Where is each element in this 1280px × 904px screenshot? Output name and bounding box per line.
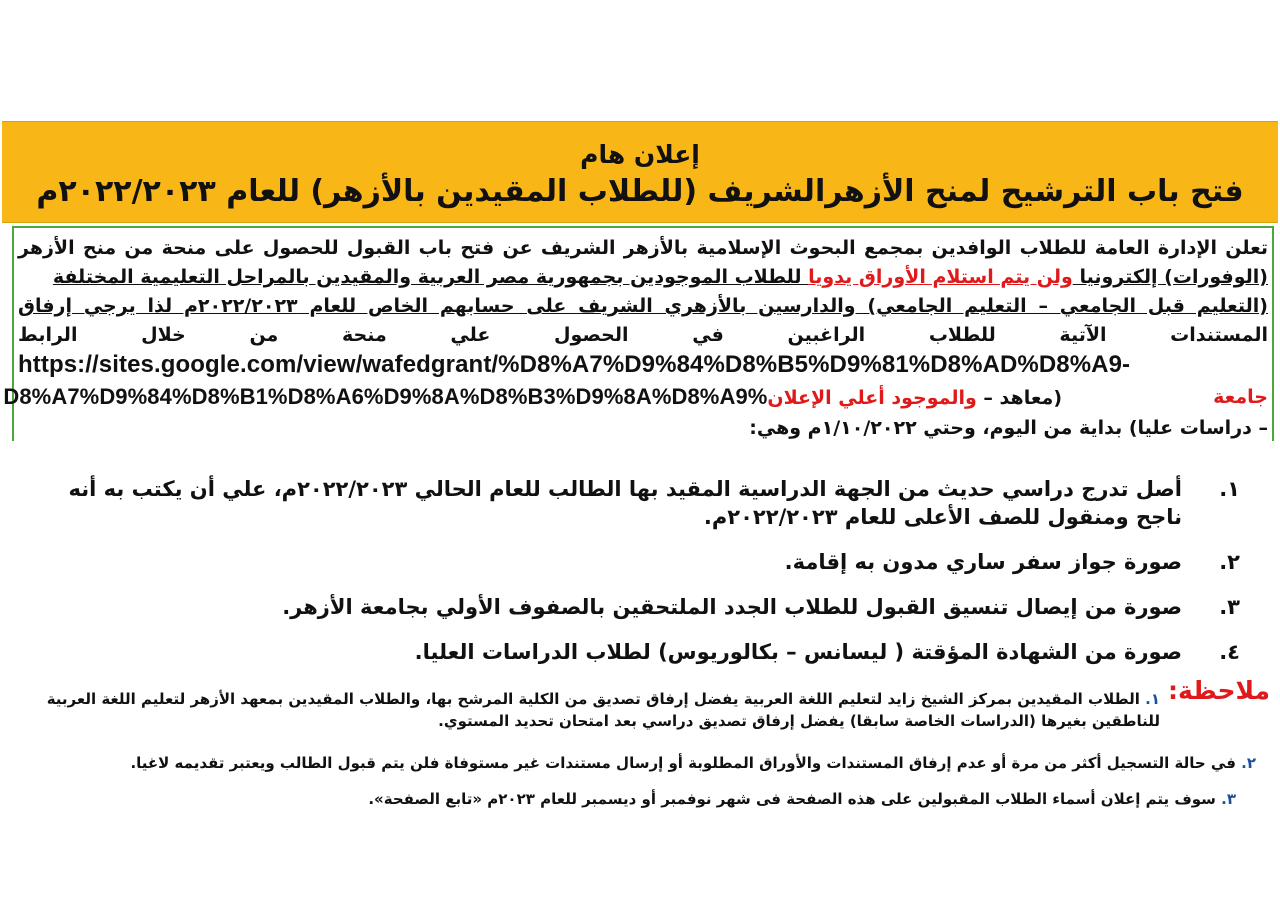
intro-line-6-main (3, 383, 1062, 412)
announcement-title: إعلان هام (580, 140, 700, 169)
note-text: الطلاب المقيدين بمركز الشيخ زايد لتعليم اللغة العربية يفضل إرفاق تصديق من الكلية المرشح بها، والطلاب المقيدين بمعهد الأزهر لتعليم اللغة العربية للناطقين بغيرها (الدراسات الخاصة سابقا) يفضل إرفاق تصديق دراسي بعد امتحان تحديد المستوي. (46, 690, 1160, 730)
intro-line-6-b: (معاهد – (976, 387, 1062, 409)
intro-line-3: (التعليم قبل الجامعي – التعليم الجامعي) والدارسين بالأزهري الشريف على حسابهم الخاص للعام ٢٠٢٢/٢٠٢٣م لذا يرجي إرفاق (18, 295, 1268, 317)
requirement-item (18, 548, 1240, 576)
requirement-number: ١. (1219, 477, 1240, 501)
link-location-note: والموجود أعلي الإعلان (767, 387, 977, 409)
intro-line-2 (18, 263, 1268, 291)
requirement-text: صورة من الشهادة المؤقتة ( ليسانس – بكالوريوس) لطلاب الدراسات العليا. (414, 640, 1182, 664)
grant-link-part-1[interactable]: https://sites.google.com/view/wafedgrant/%D8%A7%D9%84%D8%B5%D9%81%D8%AD%D8%A9- (18, 351, 1131, 378)
note-item (12, 788, 1236, 810)
note-number: ١. (1145, 690, 1160, 708)
grant-link-part-2[interactable]: %D8%A7%D9%84%D8%B1%D8%A6%D9%8A%D8%B3%D9%8A%D8%A9 (3, 384, 768, 409)
intro-line-1: تعلن الإدارة العامة للطلاب الوافدين بمجمع البحوث الإسلامية بالأزهر الشريف عن فتح باب القبول للحصول على منحة من منح الأزهر (18, 237, 1268, 259)
announcement-header (2, 121, 1278, 223)
notes-label: ملاحظة: (1168, 676, 1270, 705)
manual-papers-warning: ولن يتم استلام الأوراق يدويا (808, 266, 1073, 288)
requirement-number: ٣. (1219, 595, 1240, 619)
note-number: ٢. (1241, 754, 1256, 772)
note-text: في حالة التسجيل أكثر من مرة أو عدم إرفاق المستندات والأوراق المطلوبة أو إرسال مستندات غير مستوفاة فلن يتم قبول الطالب ويعتبر تقديمه لاغيا. (130, 754, 1236, 772)
requirement-text: صورة من إيصال تنسيق القبول للطلاب الجدد الملتحقين بالصفوف الأولي بجامعة الأزهر. (282, 595, 1182, 619)
intro-line-6-red2: جامعة (1213, 386, 1268, 408)
requirement-text: أصل تدرج دراسي حديث من الجهة الدراسية المقيد بها الطالب للعام الحالي ٢٠٢٢/٢٠٢٣م، علي أن يكتب به أنه ناجح ومنقول للصف الأعلى للعام ٢٠٢٢/٢٠٢٣م. (68, 477, 1182, 529)
note-item (12, 688, 1160, 732)
note-text: سوف يتم إعلان أسماء الطلاب المقبولين على هذه الصفحة فى شهر نوفمبر أو ديسمبر للعام ٢٠٢٣م «تابع الصفحة». (368, 790, 1216, 808)
requirement-number: ٤. (1219, 640, 1240, 664)
intro-line-7: – دراسات عليا) بداية من اليوم، وحتي ١/١٠/٢٠٢٢م وهي: (749, 417, 1268, 439)
requirement-item (18, 475, 1240, 531)
announcement-subtitle: فتح باب الترشيح لمنح الأزهرالشريف (للطلاب المقيدين بالأزهر) للعام ٢٠٢٢/٢٠٢٣م (36, 174, 1244, 209)
note-number: ٣. (1221, 790, 1236, 808)
intro-line-2-b: للطلاب الموجودين بجمهورية مصر العربية والمقيدين بالمراحل التعليمية المختلفة (52, 266, 809, 288)
note-item (12, 752, 1256, 774)
requirement-item (18, 638, 1240, 666)
requirement-item (18, 593, 1240, 621)
intro-line-2-a: (الوفورات) إلكترونيا (1072, 266, 1268, 288)
intro-line-4: المستندات الآتية للطلاب الراغبين في الحصول علي منحة من خلال الرابط (18, 324, 1268, 346)
requirement-number: ٢. (1219, 550, 1240, 574)
announcement-body (3, 226, 1274, 441)
requirement-text: صورة جواز سفر ساري مدون به إقامة. (784, 550, 1182, 574)
